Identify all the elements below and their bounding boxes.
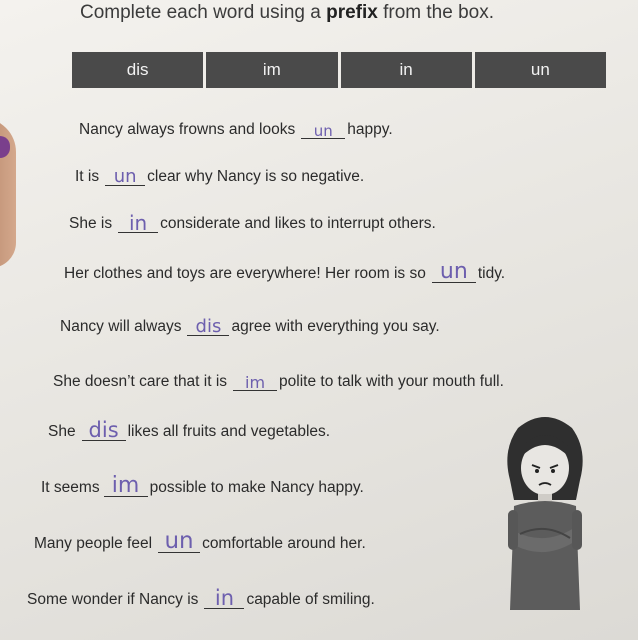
prefix-un: un [475,52,606,88]
answer-blank[interactable]: dis [187,315,229,336]
prefix-in: in [341,52,472,88]
answer-blank[interactable]: un [301,118,345,139]
prefix-box [72,52,606,88]
sentence-7: She dis likes all fruits and vegetables. [48,418,331,442]
sentence-10: Some wonder if Nancy is in capable of smiling. [27,586,375,610]
answer-blank[interactable]: un [158,532,200,553]
sentence-3: She is in considerate and likes to interrupt others. [69,211,436,235]
sentence-2: It is un clear why Nancy is so negative. [75,166,365,187]
sentence-4: Her clothes and toys are everywhere! Her room is so un tidy. [64,259,506,284]
grumpy-girl-illustration [500,410,590,610]
answer-blank[interactable]: un [105,165,145,186]
answer-blank[interactable]: im [233,370,277,391]
answer-blank[interactable]: in [118,212,158,233]
sentence-1: Nancy always frowns and looks un happy. [79,118,393,139]
instruction-text: Complete each word using a prefix from the box. [80,2,495,23]
sentence-5: Nancy will always dis agree with everything you say. [60,316,440,337]
sentence-9: Many people feel un comfortable around her. [34,528,366,554]
sentence-6: She doesn’t care that it is im polite to talk with your mouth full. [53,370,504,391]
answer-blank[interactable]: im [104,476,148,497]
answer-blank[interactable]: in [204,588,244,609]
sentence-8: It seems im possible to make Nancy happy. [41,473,364,498]
prefix-dis: dis [72,52,203,88]
prefix-im: im [206,52,337,88]
answer-blank[interactable]: dis [82,420,126,441]
answer-blank[interactable]: un [432,262,476,283]
